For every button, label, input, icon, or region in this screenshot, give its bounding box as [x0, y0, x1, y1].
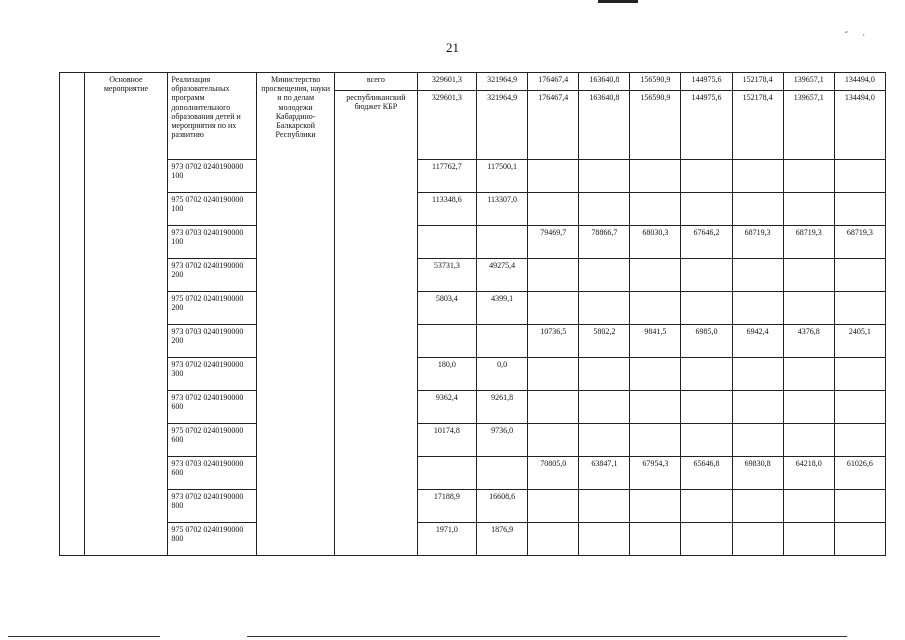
- table-row: [60, 259, 886, 292]
- value-cell: 163640,8: [579, 73, 630, 91]
- scan-mark-top: [598, 0, 638, 3]
- value-cell: [783, 193, 834, 226]
- value-cell: 117500,1: [477, 160, 528, 193]
- scan-line: [247, 636, 847, 637]
- value-cell: 134494,0: [834, 73, 885, 91]
- value-cell: [630, 358, 681, 391]
- table-row: [60, 523, 886, 556]
- value-cell: [834, 358, 885, 391]
- value-cell: [417, 457, 476, 490]
- value-cell: 139657,1: [783, 73, 834, 91]
- table-row: [60, 193, 886, 226]
- executor-cell: Министерство просвещения, науки и по делам молодежи Кабардино-Балкарской Республики: [257, 73, 335, 556]
- budget-code-cell: 975 0702 0240190000 600: [168, 424, 257, 457]
- value-cell: 156590,9: [630, 73, 681, 91]
- value-cell: 70805,0: [528, 457, 579, 490]
- value-cell: 68719,3: [732, 226, 783, 259]
- value-cell: [681, 193, 732, 226]
- value-cell: 1971,0: [417, 523, 476, 556]
- value-cell: 6942,4: [732, 325, 783, 358]
- value-cell: 180,0: [417, 358, 476, 391]
- value-cell: [732, 523, 783, 556]
- value-cell: 113307,0: [477, 193, 528, 226]
- table-row-total: [60, 73, 886, 91]
- table-row: [60, 424, 886, 457]
- value-cell: [579, 259, 630, 292]
- activity-type-cell: Основное мероприятие: [84, 73, 168, 556]
- table-row: [60, 325, 886, 358]
- value-cell: 78866,7: [579, 226, 630, 259]
- value-cell: [834, 259, 885, 292]
- value-cell: [579, 523, 630, 556]
- value-cell: [732, 160, 783, 193]
- table-row: [60, 457, 886, 490]
- value-cell: [732, 490, 783, 523]
- value-cell: 49275,4: [477, 259, 528, 292]
- value-cell: [783, 259, 834, 292]
- value-cell: 68030,3: [630, 226, 681, 259]
- value-cell: 63847,1: [579, 457, 630, 490]
- value-cell: [783, 292, 834, 325]
- value-cell: 156590,9: [630, 91, 681, 160]
- value-cell: 68719,3: [834, 226, 885, 259]
- value-cell: 4399,1: [477, 292, 528, 325]
- value-cell: [783, 160, 834, 193]
- table-row: [60, 358, 886, 391]
- value-cell: 53731,3: [417, 259, 476, 292]
- budget-code-cell: 975 0702 0240190000 200: [168, 292, 257, 325]
- value-cell: [834, 193, 885, 226]
- value-cell: [732, 391, 783, 424]
- source-label: республиканский бюджет КБР: [334, 91, 417, 556]
- value-cell: [528, 292, 579, 325]
- value-cell: 163640,8: [579, 91, 630, 160]
- value-cell: [579, 490, 630, 523]
- page-number: 21: [446, 40, 459, 55]
- value-cell: 68719,3: [783, 226, 834, 259]
- value-cell: [834, 292, 885, 325]
- index-cell: [60, 73, 85, 556]
- value-cell: [681, 292, 732, 325]
- value-cell: 16608,6: [477, 490, 528, 523]
- value-cell: 5803,4: [417, 292, 476, 325]
- budget-code-cell: 973 0702 0240190000 600: [168, 391, 257, 424]
- value-cell: [579, 391, 630, 424]
- value-cell: 1876,9: [477, 523, 528, 556]
- value-cell: [579, 292, 630, 325]
- value-cell: 0,0: [477, 358, 528, 391]
- value-cell: [630, 391, 681, 424]
- value-cell: 10174,8: [417, 424, 476, 457]
- value-cell: 64218,0: [783, 457, 834, 490]
- table-row: [60, 292, 886, 325]
- table-row: [60, 226, 886, 259]
- value-cell: [417, 325, 476, 358]
- value-cell: 4376,8: [783, 325, 834, 358]
- value-cell: 79469,7: [528, 226, 579, 259]
- value-cell: 152178,4: [732, 73, 783, 91]
- table-row: [60, 391, 886, 424]
- value-cell: [834, 424, 885, 457]
- scan-mark-corner: ˝ ·: [845, 30, 872, 40]
- budget-code-cell: 973 0702 0240190000 800: [168, 490, 257, 523]
- value-cell: [834, 391, 885, 424]
- value-cell: 5802,2: [579, 325, 630, 358]
- value-cell: 329601,3: [417, 73, 476, 91]
- value-cell: 9261,8: [477, 391, 528, 424]
- value-cell: [834, 523, 885, 556]
- value-cell: 134494,0: [834, 91, 885, 160]
- value-cell: 9841,5: [630, 325, 681, 358]
- value-cell: 117762,7: [417, 160, 476, 193]
- value-cell: [630, 490, 681, 523]
- value-cell: 9736,0: [477, 424, 528, 457]
- value-cell: [528, 160, 579, 193]
- value-cell: 10736,5: [528, 325, 579, 358]
- value-cell: [630, 259, 681, 292]
- budget-code-cell: 973 0703 0240190000 600: [168, 457, 257, 490]
- value-cell: [630, 523, 681, 556]
- value-cell: [783, 424, 834, 457]
- value-cell: [783, 358, 834, 391]
- value-cell: [681, 523, 732, 556]
- table-row: [60, 490, 886, 523]
- value-cell: 65646,8: [681, 457, 732, 490]
- value-cell: [681, 358, 732, 391]
- table-row: [60, 160, 886, 193]
- value-cell: [477, 457, 528, 490]
- budget-code-cell: 973 0702 0240190000 300: [168, 358, 257, 391]
- value-cell: [681, 259, 732, 292]
- value-cell: [732, 292, 783, 325]
- value-cell: [477, 226, 528, 259]
- value-cell: [630, 193, 681, 226]
- value-cell: [783, 391, 834, 424]
- total-label: всего: [334, 73, 417, 91]
- value-cell: [783, 523, 834, 556]
- value-cell: [681, 160, 732, 193]
- activity-name-cell: Реализация образовательных программ дополнительного образования детей и мероприятия по их развитию: [168, 73, 257, 160]
- value-cell: [528, 259, 579, 292]
- value-cell: 67646,2: [681, 226, 732, 259]
- value-cell: [528, 193, 579, 226]
- value-cell: 69830,8: [732, 457, 783, 490]
- value-cell: [732, 259, 783, 292]
- budget-code-cell: 973 0703 0240190000 200: [168, 325, 257, 358]
- value-cell: [732, 358, 783, 391]
- value-cell: [579, 160, 630, 193]
- value-cell: [528, 523, 579, 556]
- value-cell: 9362,4: [417, 391, 476, 424]
- value-cell: [834, 160, 885, 193]
- value-cell: [630, 160, 681, 193]
- value-cell: [579, 358, 630, 391]
- value-cell: 176467,4: [528, 73, 579, 91]
- budget-code-cell: 973 0703 0240190000 100: [168, 226, 257, 259]
- value-cell: 144975,6: [681, 73, 732, 91]
- value-cell: 329601,3: [417, 91, 476, 160]
- value-cell: 321964,9: [477, 73, 528, 91]
- budget-code-cell: 975 0702 0240190000 100: [168, 193, 257, 226]
- value-cell: [681, 490, 732, 523]
- budget-code-cell: 975 0702 0240190000 800: [168, 523, 257, 556]
- value-cell: [834, 490, 885, 523]
- value-cell: [732, 424, 783, 457]
- value-cell: 6985,0: [681, 325, 732, 358]
- value-cell: [417, 226, 476, 259]
- value-cell: [579, 424, 630, 457]
- value-cell: 321964,9: [477, 91, 528, 160]
- value-cell: [783, 490, 834, 523]
- value-cell: 144975,6: [681, 91, 732, 160]
- value-cell: 67954,3: [630, 457, 681, 490]
- budget-table: [59, 72, 886, 556]
- value-cell: [477, 325, 528, 358]
- value-cell: 61026,6: [834, 457, 885, 490]
- value-cell: [579, 193, 630, 226]
- value-cell: [528, 424, 579, 457]
- value-cell: [681, 391, 732, 424]
- value-cell: [528, 490, 579, 523]
- value-cell: [630, 424, 681, 457]
- value-cell: [732, 193, 783, 226]
- value-cell: [528, 358, 579, 391]
- scan-line: [8, 636, 160, 637]
- value-cell: 139657,1: [783, 91, 834, 160]
- value-cell: 17188,9: [417, 490, 476, 523]
- value-cell: 113348,6: [417, 193, 476, 226]
- value-cell: [681, 424, 732, 457]
- value-cell: 176467,4: [528, 91, 579, 160]
- value-cell: [528, 391, 579, 424]
- value-cell: [630, 292, 681, 325]
- value-cell: 152178,4: [732, 91, 783, 160]
- budget-code-cell: 973 0702 0240190000 100: [168, 160, 257, 193]
- budget-code-cell: 973 0702 0240190000 200: [168, 259, 257, 292]
- value-cell: 2405,1: [834, 325, 885, 358]
